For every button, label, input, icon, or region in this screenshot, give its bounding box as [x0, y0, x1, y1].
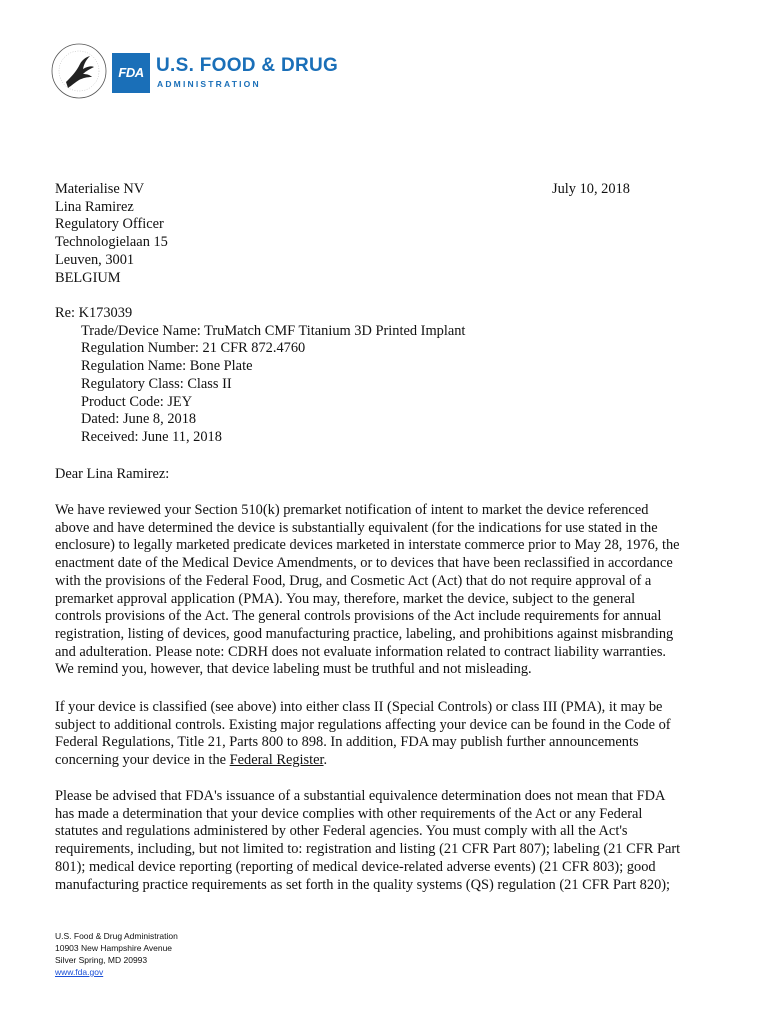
paragraph-line: subject to additional controls. Existing major regulations affecting your device can be found in the Code of	[55, 716, 671, 733]
re-heading: Re: K173039	[55, 305, 133, 321]
paragraph-line: controls provisions of the Act. The general controls provisions of the Act include requirements for annual	[55, 608, 662, 625]
address-line: Leuven, 3001	[55, 251, 135, 268]
paragraph-line: requirements, including, but not limited to: registration and listing (21 CFR Part 807); labeling (21 CFR Part	[55, 841, 681, 858]
re-line: Trade/Device Name: TruMatch CMF Titanium 3D Printed Implant	[81, 322, 466, 339]
paragraph-line: with the provisions of the Federal Food, Drug, and Cosmetic Act (Act) that do not require approval of a	[55, 572, 652, 589]
salutation: Dear Lina Ramirez:	[55, 466, 170, 482]
paragraph-line	[55, 752, 671, 770]
fda-agency-sub: ADMINISTRATION	[157, 79, 261, 89]
paragraph-line: We have reviewed your Section 510(k) premarket notification of intent to market the device referenced	[55, 502, 649, 518]
paragraph-line: has made a determination that your device complies with other requirements of the Act or any Federal	[55, 805, 643, 822]
footer-line: Silver Spring, MD 20993	[55, 955, 148, 965]
paragraph-1	[55, 502, 680, 679]
paragraph-line: registration, listing of devices, good manufacturing practice, labeling, and prohibitions against misbranding	[55, 625, 674, 642]
re-line: Regulation Number: 21 CFR 872.4760	[81, 340, 306, 357]
paragraph-line: statutes and regulations administered by other Federal agencies. You must comply with all the Act's	[55, 823, 628, 840]
recipient-address	[55, 181, 168, 287]
paragraph-line: Federal Regulations, Title 21, Parts 800 to 898. In addition, FDA may publish further announcements	[55, 734, 639, 751]
letter-date: July 10, 2018	[552, 181, 630, 197]
address-line: Technologielaan 15	[55, 234, 168, 251]
address-line: Materialise NV	[55, 181, 145, 197]
footer-address	[55, 930, 178, 978]
paragraph-line: Please be advised that FDA's issuance of a substantial equivalence determination does not mean that FDA	[55, 788, 666, 804]
paragraph-text: concerning your device in the	[55, 752, 230, 769]
re-block	[55, 305, 465, 447]
paragraph-3	[55, 788, 680, 894]
re-line: Regulatory Class: Class II	[81, 375, 232, 392]
paragraph-line: If your device is classified (see above) into either class II (Special Controls) or class III (PMA), it may be	[55, 699, 663, 715]
fda-logo	[112, 53, 412, 95]
footer-line: 10903 New Hampshire Avenue	[55, 943, 173, 953]
address-line: Lina Ramirez	[55, 198, 134, 215]
fda-website-link[interactable]: www.fda.gov	[55, 967, 104, 977]
re-line: Regulation Name: Bone Plate	[81, 358, 253, 375]
fda-logo-box: FDA	[112, 53, 150, 93]
paragraph-line: 801); medical device reporting (reporting of medical device-related adverse events) (21 CFR 803); good	[55, 858, 656, 875]
paragraph-line: and adulteration. Please note: CDRH does not evaluate information related to contract liability warranties.	[55, 643, 667, 660]
paragraph-line: manufacturing practice requirements as set forth in the quality systems (QS) regulation (21 CFR Part 820);	[55, 876, 671, 893]
address-line: Regulatory Officer	[55, 216, 164, 233]
paragraph-line: enactment date of the Medical Device Amendments, or to devices that have been reclassified in accordance	[55, 555, 673, 572]
paragraph-line: premarket approval application (PMA). You may, therefore, market the device, subject to the general	[55, 590, 636, 607]
paragraph-text: .	[323, 752, 328, 769]
fda-agency-name: U.S. FOOD & DRUG	[156, 55, 339, 76]
paragraph-line: enclosure) to legally marketed predicate devices marketed in interstate commerce prior to May 28, 1976, the	[55, 537, 680, 554]
paragraph-line: We remind you, however, that device labeling must be truthful and not misleading.	[55, 661, 532, 678]
address-line: BELGIUM	[55, 269, 121, 286]
footer-line: U.S. Food & Drug Administration	[55, 931, 178, 941]
re-line: Product Code: JEY	[81, 393, 193, 410]
re-line: Dated: June 8, 2018	[81, 411, 197, 428]
paragraph-2	[55, 699, 671, 770]
federal-register-link[interactable]: Federal Register	[229, 752, 324, 769]
paragraph-line: above and have determined the device is substantially equivalent (for the indications for use stated in the	[55, 519, 658, 536]
hhs-seal-logo	[50, 42, 108, 100]
re-line: Received: June 11, 2018	[81, 428, 222, 445]
